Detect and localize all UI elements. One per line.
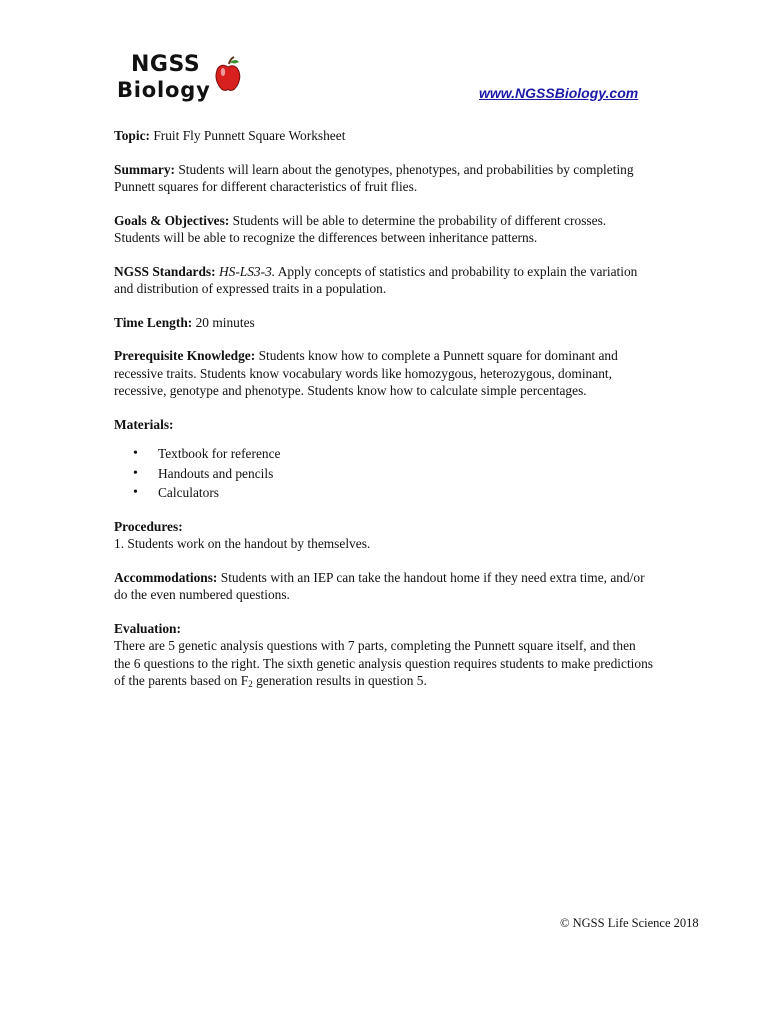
goals-text: Students will be able to determine the probability of different crosses. Students will be able to recognize the differences between inheritance patterns. <box>114 212 607 245</box>
accommodations-section <box>114 569 654 604</box>
materials-label: Materials: <box>114 416 174 432</box>
materials-list <box>114 445 654 502</box>
procedures-label: Procedures: <box>114 518 183 534</box>
accommodations-text: Students with an IEP can take the handout home if they need extra time, and/or do the even numbered questions. <box>114 569 645 602</box>
evaluation-subscript: 2 <box>248 679 253 689</box>
accommodations-label: Accommodations: <box>114 569 218 585</box>
prereq-text: Students know how to complete a Punnett square for dominant and recessive traits. Students know vocabulary words like homozygous, heterozygous, dominant, recessive, genotype and phenotype. Students know how to calculate simple percentages. <box>114 348 618 398</box>
goals-section <box>114 212 654 247</box>
time-text: 20 minutes <box>195 314 255 330</box>
standards-text: Apply concepts of statistics and probability to explain the variation and distribution of expressed traits in a population. <box>114 263 638 296</box>
summary-text: Students will learn about the genotypes, phenotypes, and probabilities by completing Punnett squares for different characteristics of fruit flies. <box>114 161 634 194</box>
topic-section <box>114 127 654 145</box>
standards-label: NGSS Standards: <box>114 263 216 279</box>
logo-line1: NGSS <box>131 52 201 77</box>
standards-code: HS-LS3-3. <box>218 263 276 279</box>
standards-section <box>114 263 654 298</box>
time-section <box>114 314 654 332</box>
procedures-text: 1. Students work on the handout by themselves. <box>114 536 371 551</box>
apple-icon <box>215 56 241 96</box>
materials-heading <box>114 416 654 434</box>
list-item: • Calculators <box>158 484 654 502</box>
topic-label: Topic: <box>114 128 150 143</box>
evaluation-text-end: generation results in question 5. <box>252 673 427 688</box>
goals-label: Goals & Objectives: <box>114 212 230 228</box>
time-label: Time Length: <box>114 314 193 330</box>
logo-line2: Biology <box>117 78 211 102</box>
website-link[interactable]: www.NGSSBiology.com <box>479 85 639 101</box>
ngss-biology-logo <box>117 52 257 112</box>
lesson-plan-body <box>114 127 654 710</box>
summary-label: Summary: <box>114 161 175 177</box>
summary-section <box>114 161 654 196</box>
evaluation-label: Evaluation: <box>114 620 181 636</box>
prereq-section <box>114 347 654 400</box>
topic-text: Fruit Fly Punnett Square Worksheet <box>153 128 346 143</box>
copyright-footer: © NGSS Life Science 2018 <box>560 916 699 930</box>
evaluation-section <box>114 620 654 694</box>
procedures-section <box>114 518 654 553</box>
evaluation-text: There are 5 genetic analysis questions with 7 parts, completing the Punnett square itself, and then the 6 questions to the right. The sixth genetic analysis question requires students to make predictions of the parents based on F <box>114 638 653 688</box>
list-item: • Textbook for reference <box>158 445 654 463</box>
list-item: • Handouts and pencils <box>158 465 654 483</box>
prereq-label: Prerequisite Knowledge: <box>114 348 256 363</box>
